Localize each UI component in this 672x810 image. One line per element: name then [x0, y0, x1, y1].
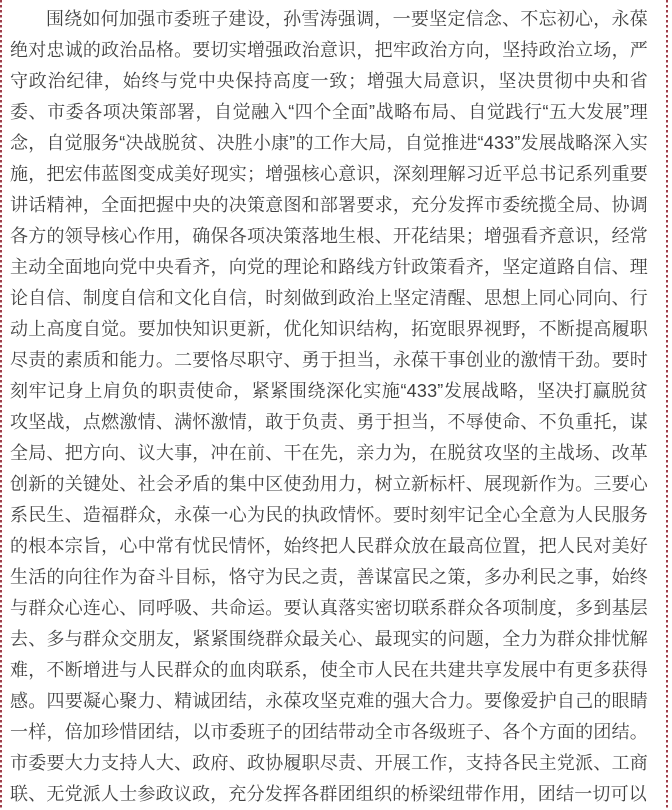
article-paragraph: 围绕如何加强市委班子建设，孙雪涛强调，一要坚定信念、不忘初心，永葆绝对忠诚的政治品格。要切实增强政治意识，把牢政治方向，坚持政治立场，严守政治纪律，始终与党中央保持高度一致；增强大局意识，坚决贯彻中央和省委、市委各项决策部署，自觉融入“四个全面”战略布局、自觉践行“五大发展”理念，自觉服务“决战脱贫、决胜小康”的工作大局，自觉推进“433”发展战略深入实施，把宏伟蓝图变成美好现实；增强核心意识，深刻理解习近平总书记系列重要讲话精神，全面把握中央的决策意图和部署要求，充分发挥市委统揽全局、协调各方的领导核心作用，确保各项决策落地生根、开花结果；增强看齐意识，经常主动全面地向党中央看齐，向党的理论和路线方针政策看齐，坚定道路自信、理论自信、制度自信和文化自信，时刻做到政治上坚定清醒、思想上同心同向、行动上高度自觉。要加快知识更新，优化知识结构，拓宽眼界视野，不断提高履职尽责的素质和能力。二要恪尽职守、勇于担当，永葆干事创业的激情干劲。要时刻牢记身上肩负的职责使命，紧紧围绕深化实施“433”发展战略，坚决打赢脱贫攻坚战，点燃激情、满怀激情，敢于负责、勇于担当，不辱使命、不负重托，谋全局、把方向、议大事，冲在前、干在先，亲力为，在脱贫攻坚的主战场、改革创新的关键处、社会矛盾的集中区使劲用力，树立新标杆、展现新作为。三要心系民生、造福群众，永葆一心为民的执政情怀。要时刻牢记全心全意为人民服务的根本宗旨，心中常有忧民情怀，始终把人民群众放在最高位置，把人民对美好生活的向往作为奋斗目标，恪守为民之责，善谋富民之策，多办利民之事，始终与群众心连心、同呼吸、共命运。要认真落实密切联系群众各项制度，多到基层去、多与群众交朋友，紧紧围绕群众最关心、最现实的问题，全力为群众排忧解难，不断增进与人民群众的血肉联系，使全市人民在共建共享发展中有更多获得感。四要凝心聚力、精诚团结，永葆攻坚克难的强大合力。要像爱护自己的眼睛一样，倍加珍惜团结，以市委班子的团结带动全市各级班子、各个方面的团结。市委要大力支持人大、政府、政协履职尽责、开展工作，支持各民主党派、工商联、无党派人士参政议政，充分发挥各群团组织的桥梁纽带作用，团结一切可以 — [10, 9, 648, 804]
left-dotted-border — [0, 0, 2, 810]
article-content — [10, 4, 648, 810]
right-dotted-border — [666, 0, 668, 810]
